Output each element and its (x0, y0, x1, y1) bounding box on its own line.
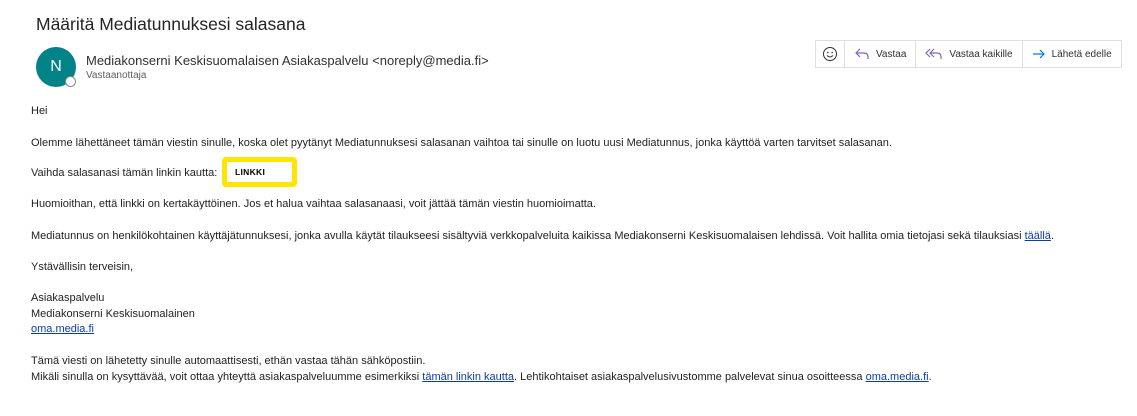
paragraph-intro: Olemme lähettäneet tämän viestin sinulle, koska olet pyytänyt Mediatunnuksesi salasanan vaihtoa tai sinulle on luotu uusi Mediatunnus, jonka käyttöä varten tarvitset salasanan. (31, 137, 892, 149)
password-reset-link-text: LINKKI (235, 167, 266, 177)
oma-media-link[interactable]: oma.media.fi (31, 323, 94, 335)
reply-all-label: Vastaa kaikille (949, 48, 1013, 60)
footer-auto-notice: Tämä viesti on lähetetty sinulle automaattisesti, ethän vastaa tähän sähköpostiin. (31, 355, 426, 367)
reply-all-button[interactable] (916, 41, 1022, 67)
forward-arrow-icon (1032, 47, 1046, 61)
reaction-button[interactable] (816, 41, 845, 67)
paragraph-mediatunnus-text: Mediatunnus on henkilökohtainen käyttäjätunnuksesi, jonka avulla käytät tilaukseesi sisältyviä verkkopalveluita kaikissa Mediakonserni Keskisuomalaisen lehdissä. Voit hallita omia tietojasi sekä tilauksiasi (31, 230, 1025, 242)
presence-status-icon (65, 76, 76, 87)
signature-line-2: Mediakonserni Keskisuomalainen (31, 308, 195, 320)
message-toolbar (815, 40, 1122, 68)
paragraph-one-time-link: Huomioithan, että linkki on kertakäyttöinen. Jos et halua vaihtaa salasanaasi, voit jättää tämän viestin huomioimatta. (31, 198, 596, 210)
reply-label: Vastaa (876, 48, 907, 60)
footer-punctuation: . (928, 371, 932, 383)
signature-link (31, 323, 94, 335)
reply-button[interactable] (845, 41, 916, 67)
footer-contact-text: Mikäli sinulla on kysyttävää, voit ottaa yhteyttä asiakaspalveluumme esimerkiksi (31, 371, 423, 383)
reply-icon (854, 47, 870, 61)
smiley-icon (822, 46, 838, 62)
password-reset-link[interactable] (222, 157, 297, 187)
email-subject: Määritä Mediatunnuksesi salasana (36, 14, 306, 34)
recipient-label[interactable]: Vastaanottaja (86, 70, 147, 81)
forward-label: Lähetä edelle (1051, 48, 1112, 60)
footer-contact-text-2: . Lehtikohtaiset asiakaspalvelusivustomme palvelevat sinua osoitteessa (514, 371, 866, 383)
paragraph-mediatunnus (31, 230, 1054, 242)
avatar-initial: N (50, 58, 62, 75)
signature-line-1: Asiakaspalvelu (31, 292, 105, 304)
sender-name[interactable]: Mediakonserni Keskisuomalaisen Asiakaspalvelu <noreply@media.fi> (86, 53, 489, 68)
forward-button[interactable] (1023, 41, 1122, 67)
paragraph-change-password: Vaihda salasanasi tämän linkin kautta: (31, 167, 218, 179)
manage-account-link[interactable]: täällä (1024, 230, 1051, 242)
closing: Ystävällisin terveisin, (31, 261, 134, 273)
contact-link[interactable]: tämän linkin kautta (422, 371, 514, 383)
punctuation: . (1050, 230, 1054, 242)
reply-all-icon (925, 47, 943, 61)
footer-oma-media-link[interactable]: oma.media.fi (865, 371, 929, 383)
footer-contact (31, 371, 932, 383)
greeting: Hei (31, 105, 48, 117)
